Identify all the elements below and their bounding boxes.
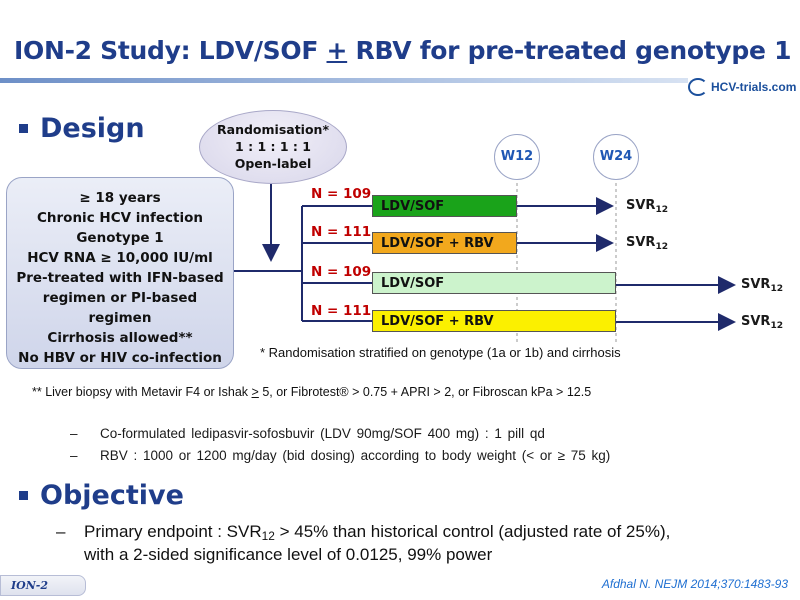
objective-text-post: > 45% than historical control (adjusted rate of 25%), xyxy=(274,522,671,541)
title-post: RBV for pre-treated genotype 1 xyxy=(347,36,792,65)
treatment-item-text: Co-formulated ledipasvir-sofosbuvir (LDV 90mg/SOF 400 mg) : 1 pill qd xyxy=(100,426,545,441)
svr-label xyxy=(741,314,783,331)
dash-marker: – xyxy=(56,522,66,541)
randomisation-ellipse xyxy=(199,110,347,184)
population-line: Chronic HCV infection xyxy=(37,210,203,226)
arm-bar-ldv-sof-12w: LDV/SOF xyxy=(372,195,517,217)
population-line: Pre-treated with IFN-based xyxy=(16,270,224,286)
dash-marker: – xyxy=(70,426,78,441)
svr-text: SVR xyxy=(741,314,771,329)
title-pre: ION-2 Study: LDV/SOF xyxy=(14,36,327,65)
week-24-circle: W24 xyxy=(593,134,639,180)
objective-text-pre: Primary endpoint : SVR xyxy=(84,522,262,541)
randomisation-line: Randomisation* xyxy=(217,122,329,137)
population-box xyxy=(6,177,234,369)
randomisation-footnote: * Randomisation stratified on genotype (1a or 1b) and cirrhosis xyxy=(260,345,621,360)
biopsy-footnote xyxy=(32,385,591,399)
randomisation-ratio: 1 : 1 : 1 : 1 xyxy=(235,139,311,154)
treatment-item xyxy=(70,426,545,441)
title-plus: + xyxy=(326,36,348,65)
design-heading: Design xyxy=(40,113,145,144)
study-tag: ION-2 xyxy=(0,575,86,596)
objective-line-2: with a 2-sided significance level of 0.0125, 99% power xyxy=(84,545,493,564)
arm-bar-ldv-sof-rbv-24w: LDV/SOF + RBV xyxy=(372,310,616,332)
population-line: regimen or PI-based xyxy=(42,290,198,306)
population-line: HCV RNA ≥ 10,000 IU/ml xyxy=(27,250,213,266)
svr-text: SVR xyxy=(741,277,771,292)
arm-n-label: N = 111 xyxy=(311,303,372,319)
arm-bar-ldv-sof-rbv-12w: LDV/SOF + RBV xyxy=(372,232,517,254)
arm-n-label: N = 109 xyxy=(311,264,372,280)
population-line: ≥ 18 years xyxy=(79,190,161,206)
arm-n-label: N = 109 xyxy=(311,186,372,202)
arm-bar-ldv-sof-24w: LDV/SOF xyxy=(372,272,616,294)
treatment-item-text: RBV : 1000 or 1200 mg/day (bid dosing) according to body weight (< or ≥ 75 kg) xyxy=(100,448,611,463)
svr-subscript: 12 xyxy=(655,242,669,252)
svr-label xyxy=(626,198,668,215)
randomisation-line: Open-label xyxy=(234,156,312,171)
svr-label xyxy=(741,277,783,294)
biopsy-note-post: 5, or Fibrotest® > 0.75 + APRI > 2, or Fibroscan kPa > 12.5 xyxy=(258,385,592,399)
treatment-item xyxy=(70,448,610,463)
population-line: Genotype 1 xyxy=(76,230,164,246)
svr-subscript: 12 xyxy=(770,321,784,331)
svr-label xyxy=(626,235,668,252)
population-line: No HBV or HIV co-infection xyxy=(18,350,222,366)
objective-subscript: 12 xyxy=(261,529,275,543)
population-line: regimen xyxy=(88,310,152,326)
svr-subscript: 12 xyxy=(655,205,669,215)
week-12-circle: W12 xyxy=(494,134,540,180)
reference-citation: Afdhal N. NEJM 2014;370:1483-93 xyxy=(601,577,788,591)
arm-n-label: N = 111 xyxy=(311,224,372,240)
svr-text: SVR xyxy=(626,235,656,250)
objective-bullet xyxy=(19,491,28,500)
objective-heading: Objective xyxy=(40,480,184,511)
population-line: Cirrhosis allowed** xyxy=(47,330,193,346)
svr-text: SVR xyxy=(626,198,656,213)
svr-subscript: 12 xyxy=(770,284,784,294)
dash-marker: – xyxy=(70,448,78,463)
logo-text: HCV-trials.com xyxy=(711,80,797,94)
biopsy-note-pre: ** Liver biopsy with Metavir F4 or Ishak xyxy=(32,385,252,399)
biopsy-note-ge: > xyxy=(251,385,259,399)
